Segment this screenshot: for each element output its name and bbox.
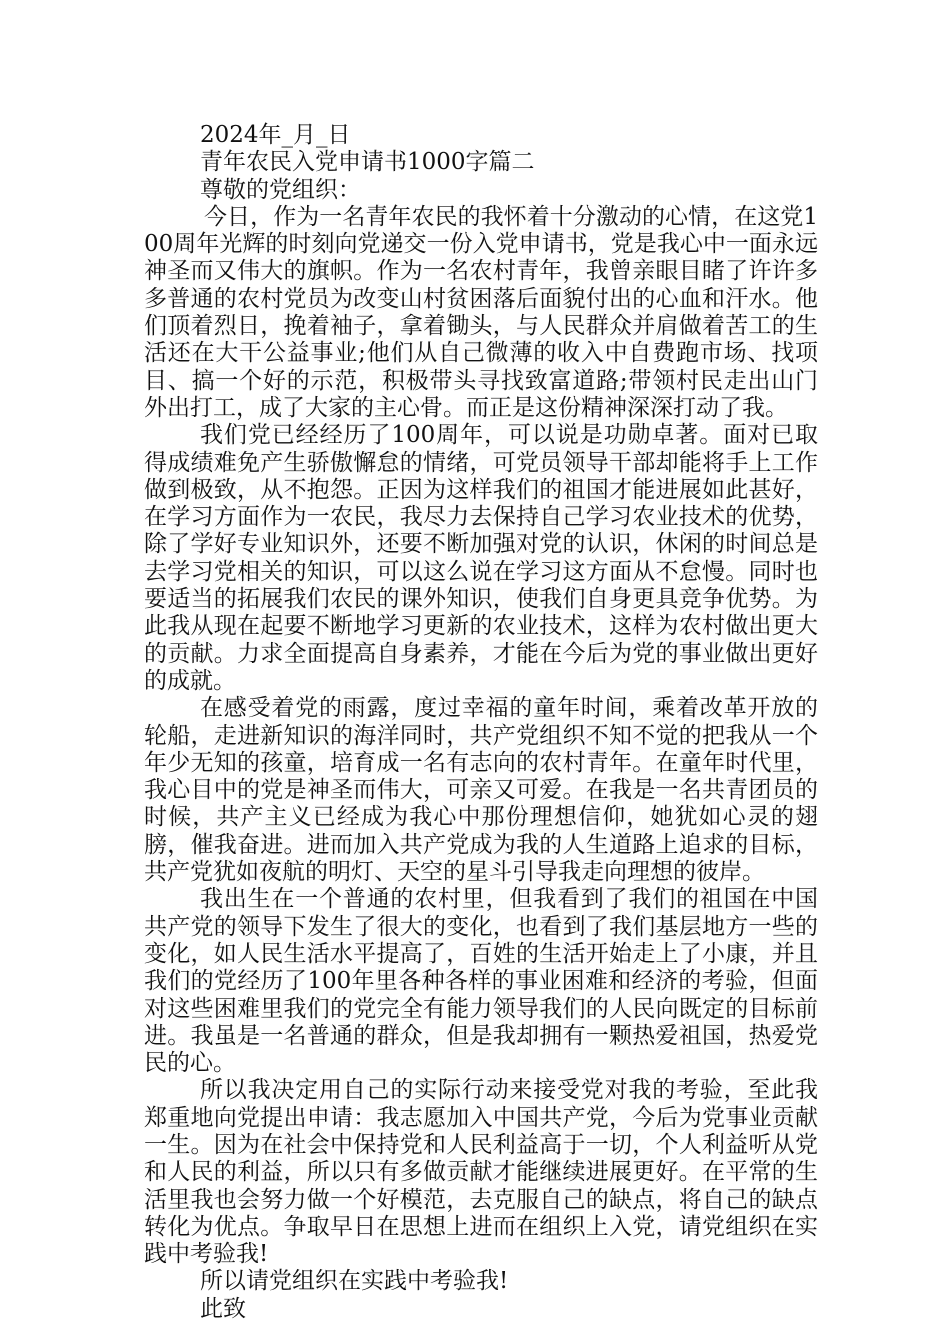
- sign-off: 此致: [200, 1295, 246, 1322]
- salutation: 尊敬的党组织：: [200, 176, 361, 203]
- closing-line: 所以请党组织在实践中考验我!: [200, 1268, 509, 1295]
- body-paragraph-2: 我们党已经经历了100周年，可以说是功勋卓著。面对已取得成绩难免产生骄傲懈怠的情绪，可党员领导干部却能将手上工作做到极致，从不抱怨。正因为这样我们的祖国才能进展如此甚好，在学习方面作为一农民，我尽力去保持自己学习农业技术的优势，除了学好专业知识外，还要不断加强对党的认识，休闲的时间总是去学习党相关的知识，可以这么说在学习这方面从不怠慢。同时也要适当的拓展我们农民的课外知识，使我们自身更具竞争优势。为此我从现在起要不断地学习更新的农业技术，这样为农村做出更大的贡献。力求全面提高自身素养，才能在今后为党的事业做出更好的成就。: [144, 422, 818, 694]
- body-paragraph-5: 所以我决定用自己的实际行动来接受党对我的考验，至此我郑重地向党提出申请：我志愿加入中国共产党，今后为党事业贡献一生。因为在社会中保持党和人民利益高于一切，个人利益听从党和人民的利益，所以只有多做贡献才能继续进展更好。在平常的生活里我也会努力做一个好模范，去克服自己的缺点，将自己的缺点转化为优点。争取早日在思想上进而在组织上入党，请党组织在实践中考验我!: [144, 1077, 818, 1268]
- body-paragraph-1: 今日，作为一名青年农民的我怀着十分激动的心情，在这党100周年光辉的时刻向党递交一份入党申请书，党是我心中一面永远神圣而又伟大的旗帜。作为一名农村青年，我曾亲眼目睹了许许多多普通的农村党员为改变山村贫困落后面貌付出的心血和汗水。他们顶着烈日，挽着袖子，拿着锄头，与人民群众并肩做着苦工的生活还在大干公益事业;他们从自己微薄的收入中自费跑市场、找项目、搞一个好的示范，积极带头寻找致富道路;带领村民走出山门外出打工，成了大家的主心骨。而正是这份精神深深打动了我。: [144, 203, 818, 421]
- document-title: 青年农民入党申请书1000字篇二: [200, 149, 535, 176]
- body-paragraph-4: 我出生在一个普通的农村里，但我看到了我们的祖国在中国共产党的领导下发生了很大的变化，也看到了我们基层地方一些的变化，如人民生活水平提高了，百姓的生活开始走上了小康，并且我们的党经历了100年里各种各样的事业困难和经济的考验，但面对这些困难里我们的党完全有能力领导我们的人民向既定的目标前进。我虽是一名普通的群众，但是我却拥有一颗热爱祖国，热爱党民的心。: [144, 886, 818, 1077]
- body-paragraph-3: 在感受着党的雨露，度过幸福的童年时间，乘着改革开放的轮船，走进新知识的海洋同时，共产党组织不知不觉的把我从一个年少无知的孩童，培育成一名有志向的农村青年。在童年时代里，我心目中的党是神圣而伟大，可亲又可爱。在我是一名共青团员的时候，共产主义已经成为我心中那份理想信仰，她犹如心灵的翅膀，催我奋进。进而加入共产党成为我的人生道路上追求的目标，共产党犹如夜航的明灯、天空的星斗引导我走向理想的彼岸。: [144, 695, 818, 886]
- date-line: 2024年_月_日: [200, 122, 351, 148]
- document-page: [144, 122, 818, 1323]
